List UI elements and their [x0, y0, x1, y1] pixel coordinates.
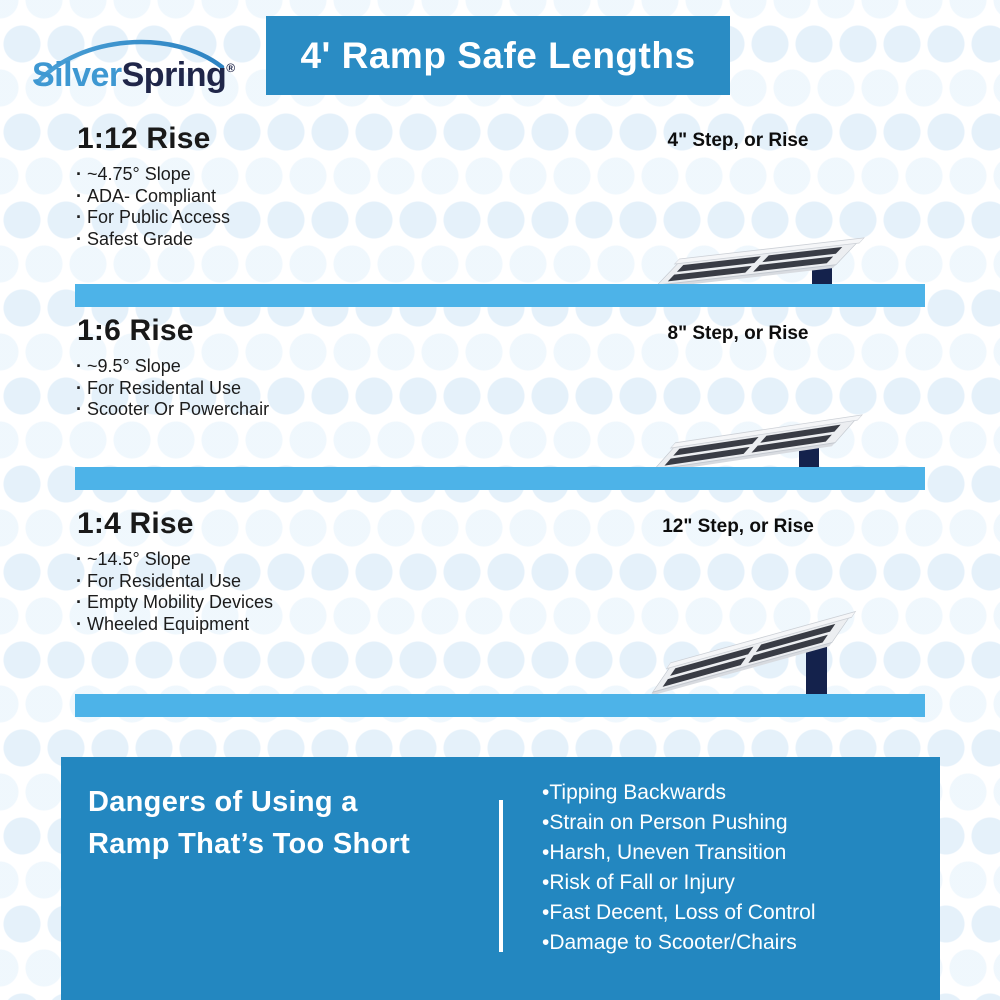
bullet-item: · Wheeled Equipment: [76, 614, 496, 636]
registered-trademark-icon: ®: [226, 61, 235, 75]
dangers-heading: [88, 781, 410, 865]
bullet-item: · ~4.75° Slope: [76, 164, 496, 186]
bullet-item: · For Residental Use: [76, 378, 496, 400]
danger-item: • Risk of Fall or Injury: [542, 868, 942, 898]
section-title-16-rise: 1:6 Rise: [77, 314, 194, 347]
danger-item: • Tipping Backwards: [542, 778, 942, 808]
step-label-4in: 4" Step, or Rise: [667, 130, 809, 151]
dangers-heading-line2: Ramp That’s Too Short: [88, 828, 411, 860]
step-label-12in: 12" Step, or Rise: [662, 516, 814, 537]
danger-item: • Strain on Person Pushing: [542, 808, 942, 838]
section-bullets-112: [76, 164, 496, 250]
bullet-item: · Safest Grade: [76, 229, 496, 251]
vertical-divider: [499, 800, 503, 952]
bullet-item: · ~14.5° Slope: [76, 549, 496, 571]
section-bullets-16: [76, 356, 496, 421]
ramp-illustration-16: [600, 310, 950, 480]
brand-name-spring: Spring: [121, 56, 227, 94]
danger-item: • Fast Decent, Loss of Control: [542, 898, 942, 928]
brand-logo: [22, 20, 247, 100]
brand-wordmark: [32, 56, 235, 94]
bullet-item: · For Public Access: [76, 207, 496, 229]
page-title: 4' Ramp Safe Lengths: [300, 34, 696, 76]
ground-bar: [75, 284, 925, 307]
ramp-illustration-14: [600, 530, 950, 700]
dangers-panel: [61, 757, 940, 1000]
bullet-item: · For Residental Use: [76, 571, 496, 593]
ground-bar: [75, 467, 925, 490]
bullet-item: · ADA- Compliant: [76, 186, 496, 208]
bullet-item: · Empty Mobility Devices: [76, 592, 496, 614]
brand-name-silver: Silver: [32, 56, 122, 94]
dangers-heading-line1: Dangers of Using a: [88, 786, 358, 818]
header-banner: [266, 16, 730, 95]
section-title-112-rise: 1:12 Rise: [77, 122, 211, 155]
ground-bar: [75, 694, 925, 717]
step-block-12in: [806, 645, 827, 695]
section-title-14-rise: 1:4 Rise: [77, 507, 194, 540]
bullet-item: · ~9.5° Slope: [76, 356, 496, 378]
section-bullets-14: [76, 549, 496, 635]
danger-item: • Damage to Scooter/Chairs: [542, 928, 942, 958]
step-label-8in: 8" Step, or Rise: [667, 323, 809, 344]
ramp-illustration-112: [600, 130, 950, 300]
bullet-item: · Scooter Or Powerchair: [76, 399, 496, 421]
danger-item: • Harsh, Uneven Transition: [542, 838, 942, 868]
dangers-list: [542, 778, 942, 958]
